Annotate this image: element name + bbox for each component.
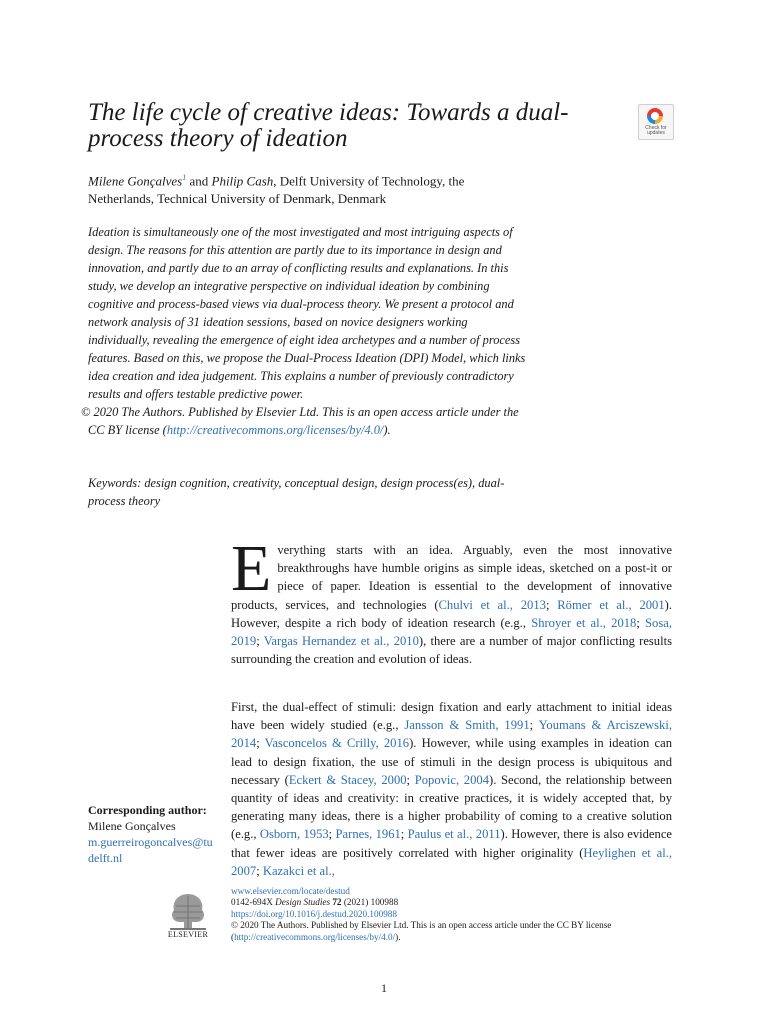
- abstract-copyright-end: ).: [383, 423, 391, 437]
- body-text: First, the dual-effect of stimuli: design fixation and early attachment to initial ideas have been widely studied (e.g.,: [231, 700, 672, 733]
- page-number: 1: [381, 981, 387, 995]
- volume: 72: [332, 897, 342, 908]
- body-text: ;: [406, 772, 415, 787]
- footer-license-close: ).: [395, 931, 401, 942]
- author-1: Milene Gonçalves: [88, 173, 183, 189]
- body-text: ). However, despite a rich body of ideation research (e.g.,: [231, 597, 672, 630]
- citation-link[interactable]: Popovic, 2004: [414, 772, 489, 787]
- footer-license-line: [231, 932, 676, 943]
- keywords: Keywords: design cognition, creativity, conceptual design, design process(es), dual-process theory: [88, 476, 505, 508]
- citation-link[interactable]: Chulvi et al., 2013: [438, 597, 546, 612]
- check-for-updates-badge[interactable]: [638, 104, 674, 140]
- citation-link[interactable]: Parnes, 1961: [335, 827, 401, 842]
- citation-link[interactable]: Paulus et al., 2011: [407, 827, 501, 842]
- corresponding-author-email[interactable]: m.guerreirogoncalves@tudelft.nl: [88, 835, 213, 865]
- corresponding-author: [88, 802, 218, 866]
- author-2: Philip Cash: [211, 173, 274, 189]
- citation-line: [231, 897, 676, 908]
- citation-link[interactable]: Vargas Hernandez et al., 2010: [263, 634, 419, 649]
- body-text: ;: [636, 615, 646, 630]
- citation-link[interactable]: Youmans & Arciszewski, 2014: [231, 718, 672, 751]
- abstract: [81, 223, 530, 439]
- affiliation: , Delft University of Technology, the Netherlands, Technical University of Denmark, Denmark: [88, 173, 465, 207]
- citation-link[interactable]: Eckert & Stacey, 2000: [288, 772, 407, 787]
- issn: 0142-694X: [231, 897, 273, 908]
- crossmark-line1: Check for: [645, 125, 667, 131]
- abstract-license-link[interactable]: http://creativecommons.org/licenses/by/4.0/: [166, 423, 384, 437]
- body-text: ;: [256, 863, 263, 878]
- footer-license-open: (: [231, 931, 235, 942]
- author-line: [88, 169, 528, 208]
- body-paragraph-1: [231, 532, 673, 668]
- body-text: ;: [545, 597, 558, 612]
- paper-title: The life cycle of creative ideas: Towards a dual-process theory of ideation: [88, 99, 569, 152]
- author-and: and: [186, 173, 212, 189]
- body-text: ). However, while using examples in ideation can lead to design fixation, the use of stimuli in the design process is ubiquitous and necessary (: [231, 736, 672, 787]
- journal-name: Design Studies: [275, 897, 331, 908]
- elsevier-wordmark: ELSEVIER: [167, 930, 209, 939]
- author-footnote-link[interactable]: 1: [182, 173, 187, 182]
- citation-link[interactable]: Shroyer et al., 2018: [531, 615, 637, 630]
- body-text: ;: [256, 634, 264, 649]
- body-text: ;: [529, 718, 539, 733]
- citation-link[interactable]: Kazakci et al.,: [262, 863, 335, 878]
- citation-link[interactable]: Osborn, 1953: [259, 827, 329, 842]
- body-text: ). Second, the relationship between quantity of ideas and creativity: in creative practices, it is widely accepted that, by generating many ideas, there is a higher probability of coming to a creative solution (e.g.,: [231, 772, 673, 842]
- body-text: ), there are a number of major conflicting results surrounding the creation and evolution of ideas.: [231, 634, 673, 667]
- body-text: ;: [328, 827, 336, 842]
- citation-link[interactable]: Heylighen et al., 2007: [231, 845, 672, 878]
- journal-url[interactable]: www.elsevier.com/locate/destud: [231, 886, 350, 896]
- body-text: ). However, there is also evidence that fewer ideas are positively correlated with higher originality (: [231, 827, 672, 860]
- article-footer: [231, 886, 676, 943]
- crossmark-label: [639, 126, 673, 136]
- doi-link[interactable]: https://doi.org/10.1016/j.destud.2020.100988: [231, 908, 397, 919]
- citation-link[interactable]: Vasconcelos & Crilly, 2016: [264, 736, 410, 751]
- abstract-copyright: © 2020 The Authors. Published by Elsevier Ltd. This is an open access article under the CC BY license (: [81, 405, 519, 437]
- footer-copyright: © 2020 The Authors. Published by Elsevier Ltd. This is an open access article under the CC BY license: [231, 920, 612, 931]
- drop-cap: E: [231, 532, 272, 605]
- corresponding-author-name: Milene Gonçalves: [88, 819, 176, 833]
- elsevier-logo: [164, 888, 212, 940]
- crossmark-icon: [647, 108, 663, 124]
- corresponding-author-label: Corresponding author:: [88, 803, 207, 817]
- abstract-text: Ideation is simultaneously one of the most investigated and most intriguing aspects of design. The reasons for this attention are partly due to its importance in design and innovation, and partly due to an array of conflicting results and explanations. In this study, we develop an integrative perspective on individual ideation by combining cognitive and process-based views via dual-process theory. We present a protocol and network analysis of 31 ideation sessions, based on novice designers working individually, revealing the emergence of eight idea archetypes and a number of process features. Based on this, we propose the Dual-Process Ideation (DPI) Model, which links idea creation and idea judgement. This explains a number of previously contradictory results and offers testable predictive power.: [88, 225, 526, 401]
- body-paragraph-2: [231, 698, 672, 880]
- body-text: ;: [400, 827, 408, 842]
- footer-license-link[interactable]: http://creativecommons.org/licenses/by/4.0/: [234, 931, 396, 942]
- year-article: (2021) 100988: [343, 897, 399, 908]
- citation-link[interactable]: Jansson & Smith, 1991: [404, 718, 530, 733]
- crossmark-line2: updates: [647, 130, 665, 136]
- citation-link[interactable]: Römer et al., 2001: [557, 597, 665, 612]
- body-text: verything starts with an idea. Arguably, even the most innovative breakthroughs have humble origins as simple ideas, sketched on a post-it or piece of paper. Ideation is essential to the development of innovative products, services, and technologies (: [231, 543, 672, 612]
- citation-link[interactable]: Sosa, 2019: [231, 615, 672, 649]
- body-text: ;: [256, 736, 265, 751]
